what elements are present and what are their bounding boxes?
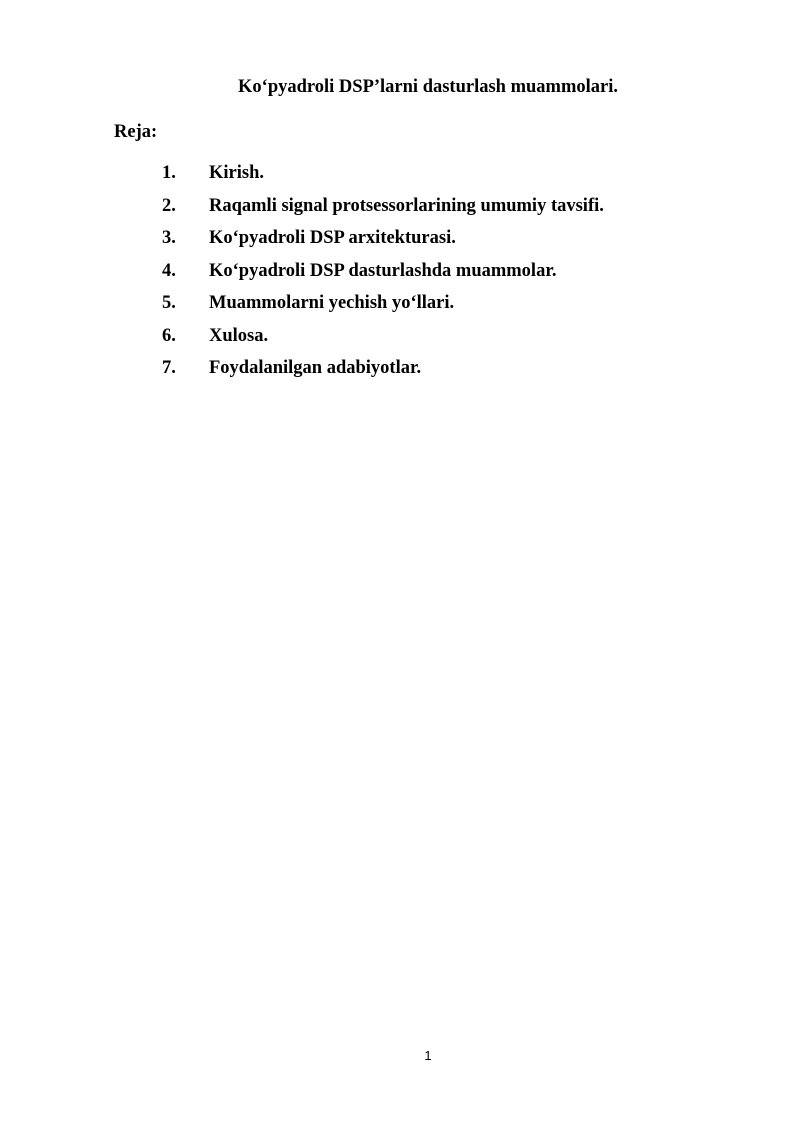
plan-list	[0, 162, 800, 390]
plan-item	[0, 227, 800, 260]
plan-item-text: Kirish.	[209, 163, 264, 183]
plan-item-number: 5.	[162, 293, 176, 313]
plan-item-text: Ko‘pyadroli DSP arxitekturasi.	[209, 228, 456, 248]
document-title: Ko‘pyadroli DSP’larni dasturlash muammolari.	[238, 77, 618, 97]
plan-item-text: Xulosa.	[209, 325, 269, 346]
plan-heading: Reja:	[114, 122, 158, 142]
page-number: 1	[424, 1048, 432, 1063]
plan-item	[0, 357, 800, 390]
plan-item-text: Raqamli signal protsessorlarining umumiy tavsifi.	[209, 195, 604, 216]
plan-item-number: 2.	[162, 195, 176, 216]
plan-item-number: 3.	[162, 228, 176, 248]
plan-item-text: Muammolarni yechish yo‘llari.	[209, 293, 455, 313]
plan-item	[0, 325, 800, 358]
plan-item-number: 7.	[162, 358, 176, 378]
plan-item-text: Foydalanilgan adabiyotlar.	[209, 358, 422, 378]
plan-item-number: 1.	[162, 163, 176, 183]
plan-item-number: 6.	[162, 325, 176, 346]
plan-item-text: Ko‘pyadroli DSP dasturlashda muammolar.	[209, 260, 557, 281]
plan-item	[0, 260, 800, 293]
plan-item	[0, 292, 800, 325]
plan-item	[0, 195, 800, 228]
plan-item-number: 4.	[162, 260, 176, 281]
plan-item	[0, 162, 800, 195]
